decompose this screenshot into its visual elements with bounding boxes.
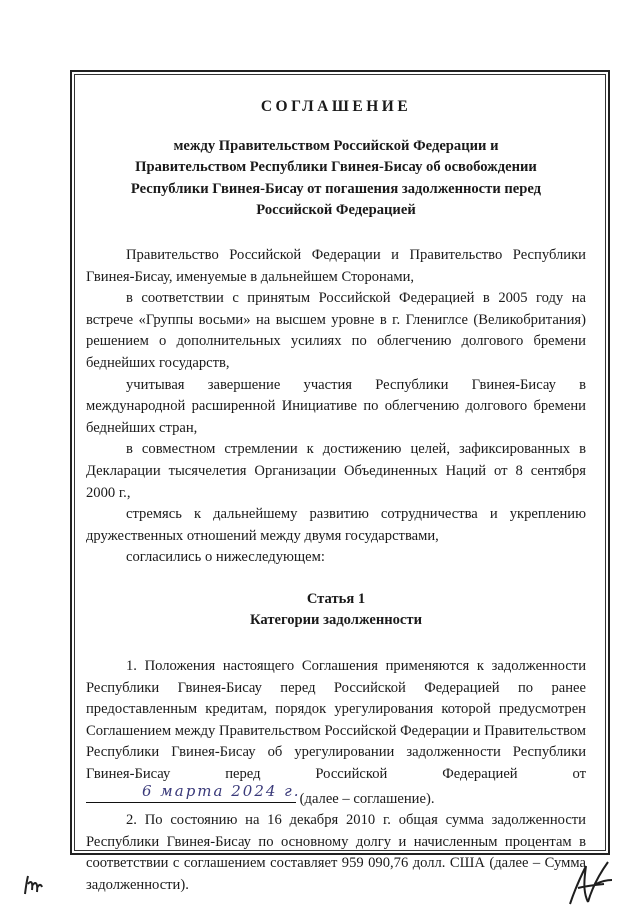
article1-paragraph-1	[86, 656, 586, 810]
date-blank	[86, 782, 301, 803]
document-body	[86, 96, 586, 897]
article-number: Статья 1	[306, 590, 366, 607]
article-name: Категории задолженности	[250, 612, 422, 629]
document-subtitle	[86, 136, 586, 222]
article-heading	[86, 589, 586, 632]
paragraph-text-end: (далее – соглашение).	[299, 790, 435, 807]
paragraph-text: 1. Положения настоящего Соглашения применяются к задолженности Республики Гвинея-Бисау перед Российской Федерацией по ранее предоставленным кредитам, порядок урегулирования которой предусмотрен Соглашением между Правительством Российской Федерации и Правительством Республики Гвинея-Бисау об урегулировании задолженности Республики Гвинея-Бисау перед Российской Федерацией от	[86, 658, 586, 783]
subtitle-line: между Правительством Российской Федерации и	[173, 137, 499, 154]
preamble-clause: учитывая завершение участия Республики Гвинея-Бисау в международной расширенной Инициативе по облегчению долгового бремени беднейших стран,	[86, 376, 586, 436]
subtitle-line: Российской Федерацией	[256, 202, 416, 219]
article1-paragraph-2: 2. По состоянию на 16 декабря 2010 г. общая сумма задолженности Республики Гвинея-Бисау по основному долгу и начисленным процентам в соответствии с соглашением составляет 959 090,76 долл. США (далее – Сумма задолженности).	[86, 812, 586, 893]
document-title: СОГЛАШЕНИЕ	[260, 98, 412, 115]
preamble-agreed: согласились о нижеследующем:	[126, 549, 325, 566]
preamble-clause: в соответствии с принятым Российской Федерацией в 2005 году на встрече «Группы восьми» на высшем уровне в г. Глениглсе (Великобритания) решением о дополнительных усилиях по облегчению долгового бремени беднейших государств,	[86, 290, 586, 371]
initials-signature-right	[566, 858, 614, 908]
preamble-clause: в совместном стремлении к достижению целей, зафиксированных в Декларации тысячелетия Организации Объединенных Наций от 8 сентября 2000 г.,	[86, 441, 586, 501]
preamble-parties: Правительство Российской Федерации и Правительство Республики Гвинея-Бисау, именуемые в дальнейшем Сторонами,	[86, 246, 586, 285]
subtitle-line: Правительством Республики Гвинея-Бисау об освобождении	[135, 159, 537, 176]
initials-signature-left	[22, 872, 44, 898]
subtitle-line: Республики Гвинея-Бисау от погашения задолженности перед	[130, 180, 542, 197]
preamble-clause: стремясь к дальнейшему развитию сотрудничества и укреплению дружественных отношений между двумя государствами,	[86, 506, 586, 544]
handwritten-date: 6 марта 2024 г.	[142, 782, 301, 801]
